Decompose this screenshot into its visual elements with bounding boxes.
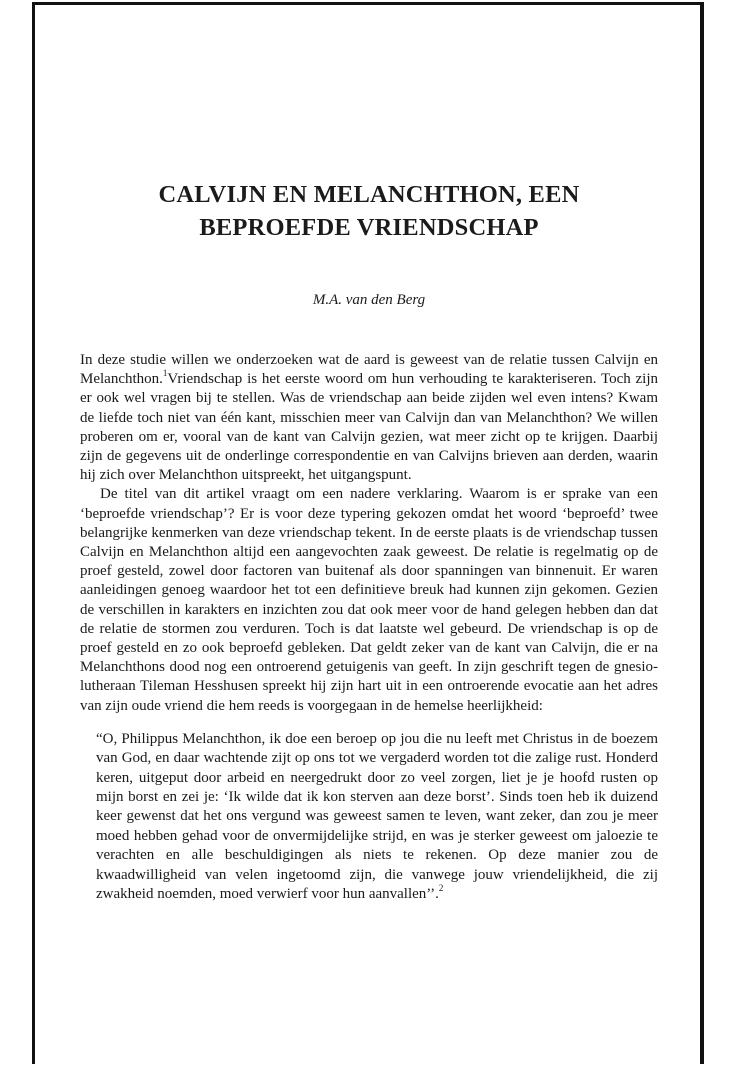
footnote-marker-1: 1 xyxy=(162,368,168,379)
paragraph-1 xyxy=(80,351,658,485)
quote-text: “O, Philippus Melanchthon, ik doe een beroep op jou die nu leeft met Christus in de boezem van God, en daar wachtende zijt op ons tot we vergaderd worden tot die zalige rust. Honderd keren, uitgeput door arbeid en neergedrukt door zo veel zorgen, liet je je hoofd rusten op mijn borst en zei je: ‘Ik wilde dat ik kon sterven aan deze borst’. Sinds toen heb ik duizend keer gewenst dat het ons vergund was geweest samen te leven, want zeker, dan zou je meer moed hebben gehad voor de onvermijdelijke strijd, en was je sterker geweest om jaloezie te verachten en alle beschuldigingen als niets te rekenen. Op deze manier zou de kwaadwilligheid van velen ingetoomd zijn, die vanwege jouw vriendelijkheid, die zij zwakheid noemden, moed verwierf voor hun aanvallen’’. xyxy=(96,730,658,903)
paragraph-2: De titel van dit artikel vraagt om een nadere verklaring. Waarom is er sprake van een ‘beproefde vriendschap’? Er is voor deze typering gekozen omdat het woord ‘beproefd’ twee belangrijke kenmerken van deze vriendschap tekent. In de eerste plaats is de vriendschap tussen Calvijn en Melanchthon altijd een aangevochten zaak geweest. De relatie is regelmatig op de proef gesteld, zowel door factoren van buitenaf als door spanningen van binnenuit. Er waren aanleidingen genoeg waardoor het tot een definitieve breuk had kunnen zijn gekomen. Gezien de verschillen in karakters en inzichten zou dat ook meer voor de hand gelegen hebben dan dat de relatie de stormen zou verduren. Toch is dat laatste wel gebeurd. De vriendschap is op de proef gesteld en zo ook beproefd gebleken. Dat geldt zeker van de kant van Calvijn, die er na Melanchthons dood nog een ontroerend getuigenis van geeft. In zijn geschrift tegen de gnesio-lutheraan Tileman Hesshusen spreekt hij zijn hart uit in een ontroerende evocatie aan het adres van zijn oude vriend die hem reeds is voorgegaan in de hemelse heerlijkheid: xyxy=(80,486,658,714)
block-quote xyxy=(96,730,658,905)
article-body xyxy=(80,351,658,716)
title-line-2: BEPROEFDE VRIENDSCHAP xyxy=(199,214,539,241)
footnote-marker-2: 2 xyxy=(438,883,444,894)
paragraph-1-part-b: Vriendschap is het eerste woord om hun verhouding te karakteriseren. Toch zijn er ook wel vragen bij te stellen. Was de vriendschap aan beide zijden wel even intens? Kwam de liefde toch niet van één kant, misschien meer van Calvijn dan van Melanchthon? We willen proberen om er, vooral van de kant van Calvijn gezien, wat meer zicht op te krijgen. Daarbij zijn de gegevens uit de onderlinge correspondentie en van Calvijns brieven aan derden, waarin hij zich over Melanchthon uitspreekt, het uitgangspunt. xyxy=(80,371,658,484)
author-name: M.A. van den Berg xyxy=(312,292,426,308)
article-title xyxy=(80,178,658,244)
title-line-1: CALVIJN EN MELANCHTHON, EEN xyxy=(158,181,580,208)
article xyxy=(80,178,658,905)
paragraph-1-part-a: In deze studie willen we onderzoeken wat de aard is geweest van de relatie tussen Calvijn en Melanchthon. xyxy=(80,352,658,388)
